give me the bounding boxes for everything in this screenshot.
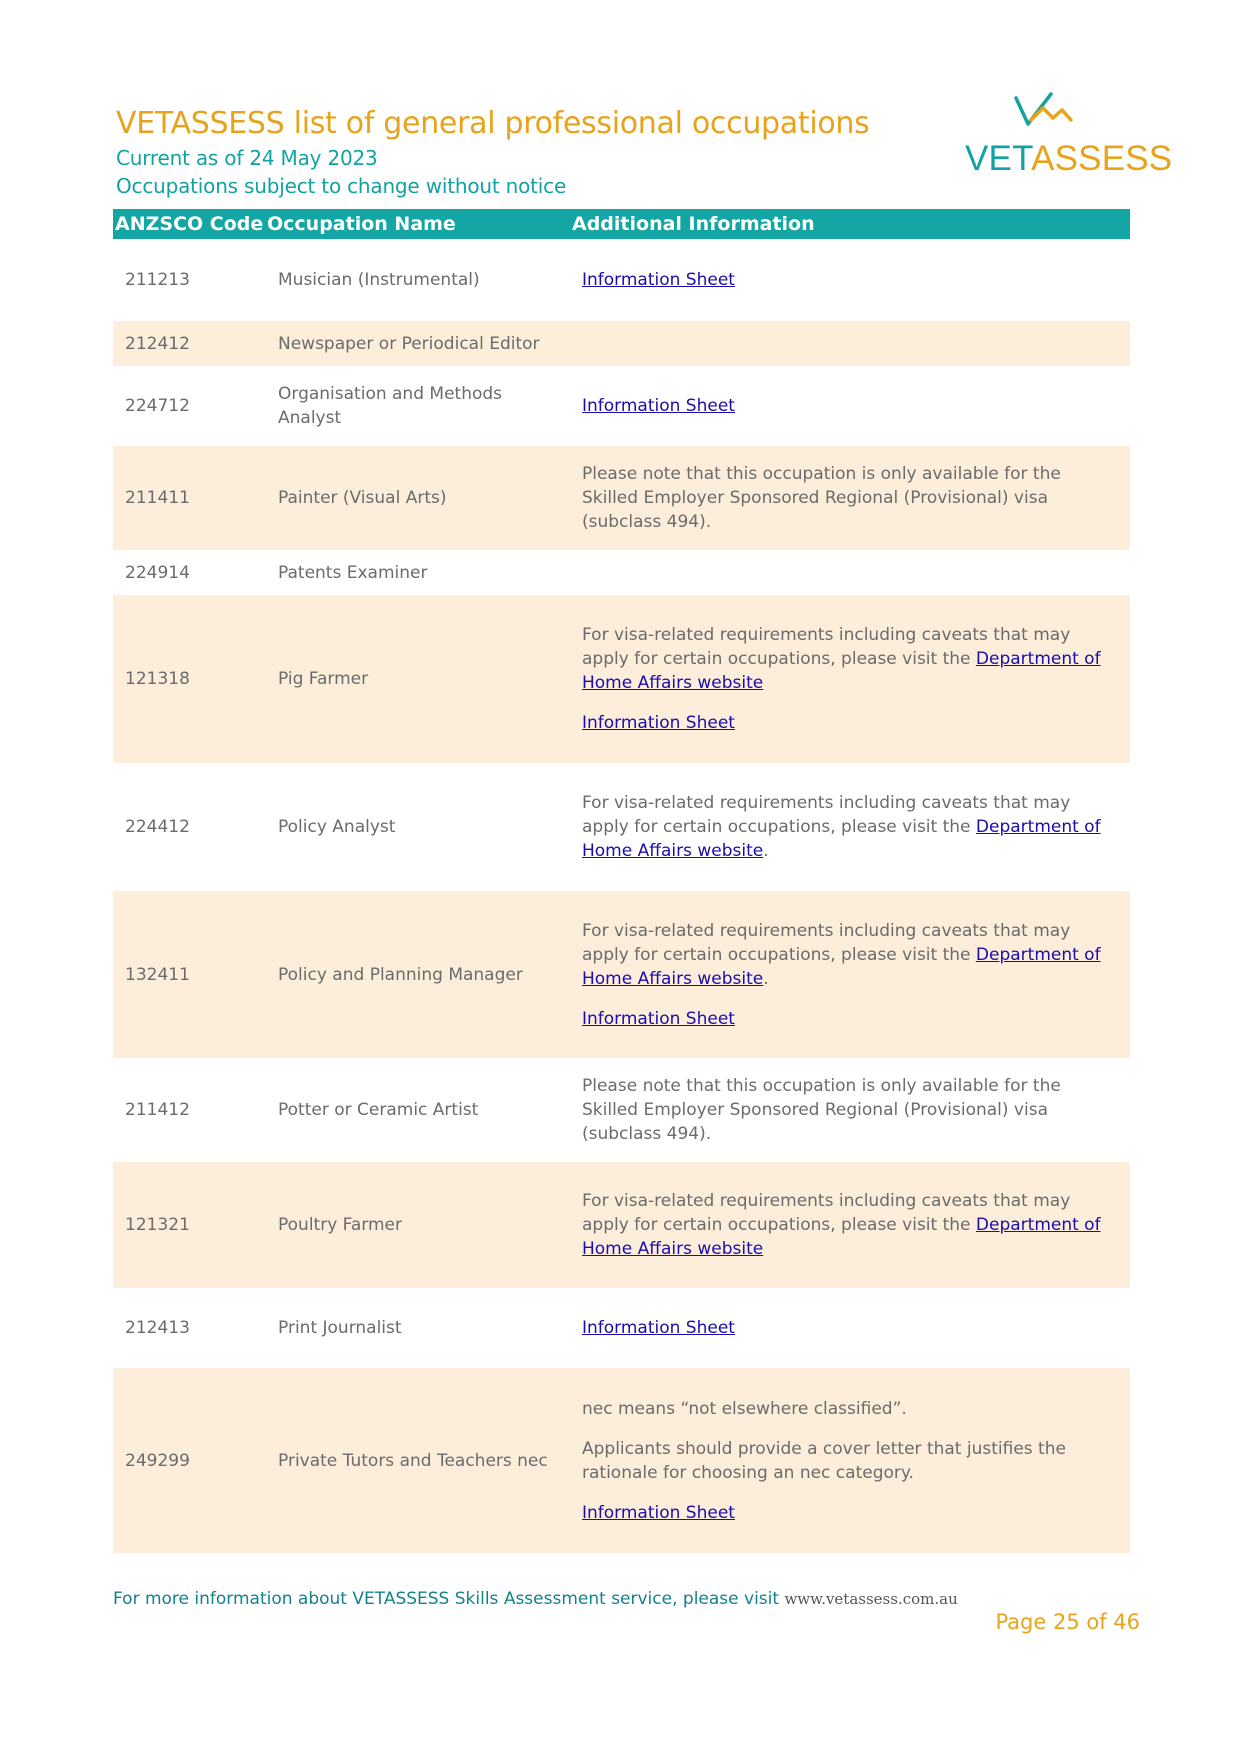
- visa-text: For visa-related requirements including caveats that may apply for certain occupations, please visit the: [582, 793, 1071, 837]
- additional-info: [570, 268, 1130, 292]
- anzsco-code: 121318: [125, 669, 190, 689]
- visa-text: For visa-related requirements including caveats that may apply for certain occupations, please visit the: [582, 625, 1071, 669]
- information-sheet-link[interactable]: Information Sheet: [582, 1502, 735, 1523]
- table-row: [113, 321, 1130, 366]
- logo-wordmark-vet: VET: [965, 139, 1032, 178]
- table-row: [113, 891, 1130, 1058]
- home-affairs-link[interactable]: Department of Home Affairs website: [582, 1215, 1101, 1259]
- current-date: Current as of 24 May 2023: [116, 146, 378, 170]
- anzsco-code: 249299: [125, 1450, 190, 1471]
- footer-text: For more information about VETASSESS Skills Assessment service, please visit: [113, 1589, 785, 1609]
- vetassess-logo: [965, 90, 1173, 178]
- occupation-name: Patents Examiner: [278, 562, 428, 583]
- anzsco-code: 211213: [125, 270, 190, 290]
- additional-info: [570, 623, 1130, 735]
- anzsco-code: 224914: [125, 562, 190, 583]
- visa-text-end: .: [763, 841, 769, 861]
- table-header: [113, 209, 1130, 239]
- additional-info: [570, 394, 1130, 418]
- additional-info: [570, 1074, 1130, 1146]
- page-header: [116, 104, 876, 200]
- occupation-name: Policy Analyst: [278, 817, 396, 837]
- anzsco-code: 224712: [125, 396, 190, 416]
- additional-info: [570, 791, 1130, 863]
- occupation-name: Private Tutors and Teachers nec: [278, 1450, 548, 1471]
- logo-wordmark-assess: ASSESS: [1031, 139, 1173, 178]
- occupation-name: Print Journalist: [278, 1318, 402, 1338]
- table-row: [113, 1058, 1130, 1162]
- occupation-name: Musician (Instrumental): [278, 270, 480, 290]
- visa-text-end: .: [763, 968, 769, 989]
- occupation-name: Organisation and Methods Analyst: [278, 384, 503, 428]
- additional-info: [570, 1316, 1130, 1340]
- occupations-table: [113, 209, 1130, 1553]
- visa-text: For visa-related requirements including caveats that may apply for certain occupations, please visit the: [582, 1191, 1071, 1235]
- visa-requirements-text: [582, 623, 1122, 695]
- additional-info: [570, 1189, 1130, 1261]
- footer-website-url[interactable]: www.vetassess.com.au: [784, 1590, 958, 1608]
- visa-requirements-text: [582, 791, 1122, 863]
- table-row: [113, 239, 1130, 321]
- anzsco-code: 211412: [125, 1100, 190, 1120]
- information-sheet-link[interactable]: Information Sheet: [582, 270, 735, 290]
- anzsco-code: 121321: [125, 1215, 190, 1235]
- table-row: [113, 366, 1130, 446]
- information-sheet-link[interactable]: Information Sheet: [582, 713, 735, 733]
- home-affairs-link[interactable]: Department of Home Affairs website: [582, 817, 1101, 861]
- information-sheet-link[interactable]: Information Sheet: [582, 1008, 735, 1029]
- table-row: [113, 550, 1130, 595]
- additional-info: [570, 919, 1130, 1031]
- nec-definition: nec means “not elsewhere classified”.: [582, 1398, 907, 1419]
- occupation-name: Pig Farmer: [278, 669, 369, 689]
- header-anzsco-code: ANZSCO Code: [115, 213, 264, 235]
- header-additional-info: Additional Information: [572, 213, 815, 235]
- table-row: [113, 595, 1130, 763]
- anzsco-code: 211411: [125, 488, 190, 508]
- additional-info: [570, 1397, 1130, 1525]
- information-sheet-link[interactable]: Information Sheet: [582, 396, 735, 416]
- home-affairs-link[interactable]: Department of Home Affairs website: [582, 944, 1101, 989]
- occupation-name: Potter or Ceramic Artist: [278, 1100, 479, 1120]
- table-row: [113, 1162, 1130, 1288]
- anzsco-code: 132411: [125, 964, 190, 985]
- additional-info: [570, 462, 1130, 534]
- footer-note: [113, 1589, 958, 1609]
- occupation-name: Painter (Visual Arts): [278, 488, 447, 508]
- visa-requirements-text: [582, 919, 1122, 991]
- anzsco-code: 212413: [125, 1318, 190, 1338]
- information-sheet-link[interactable]: Information Sheet: [582, 1318, 735, 1338]
- table-row: [113, 763, 1130, 891]
- page-number: Page 25 of 46: [995, 1610, 1140, 1634]
- table-row: [113, 446, 1130, 550]
- visa-494-note: Please note that this occupation is only available for the Skilled Employer Sponsored Regional (Provisional) visa (subclass 494).: [582, 464, 1061, 532]
- logo-mark-icon: [965, 90, 1135, 140]
- change-notice: Occupations subject to change without notice: [116, 174, 567, 198]
- anzsco-code: 212412: [125, 333, 190, 354]
- table-row: [113, 1288, 1130, 1368]
- header-occupation-name: Occupation Name: [267, 213, 456, 235]
- page-title: VETASSESS list of general professional occupations: [116, 106, 870, 141]
- visa-text: For visa-related requirements including caveats that may apply for certain occupations, please visit the: [582, 920, 1071, 965]
- occupation-name: Newspaper or Periodical Editor: [278, 333, 540, 354]
- visa-494-note: Please note that this occupation is only available for the Skilled Employer Sponsored Regional (Provisional) visa (subclass 494).: [582, 1076, 1061, 1144]
- occupation-name: Policy and Planning Manager: [278, 964, 523, 985]
- table-row: [113, 1368, 1130, 1553]
- home-affairs-link[interactable]: Department of Home Affairs website: [582, 649, 1101, 693]
- anzsco-code: 224412: [125, 817, 190, 837]
- visa-requirements-text: [582, 1189, 1122, 1261]
- nec-cover-letter-note: Applicants should provide a cover letter that justifies the rationale for choosing an nec category.: [582, 1438, 1066, 1483]
- occupation-name: Poultry Farmer: [278, 1215, 402, 1235]
- logo-wordmark: [965, 140, 1172, 178]
